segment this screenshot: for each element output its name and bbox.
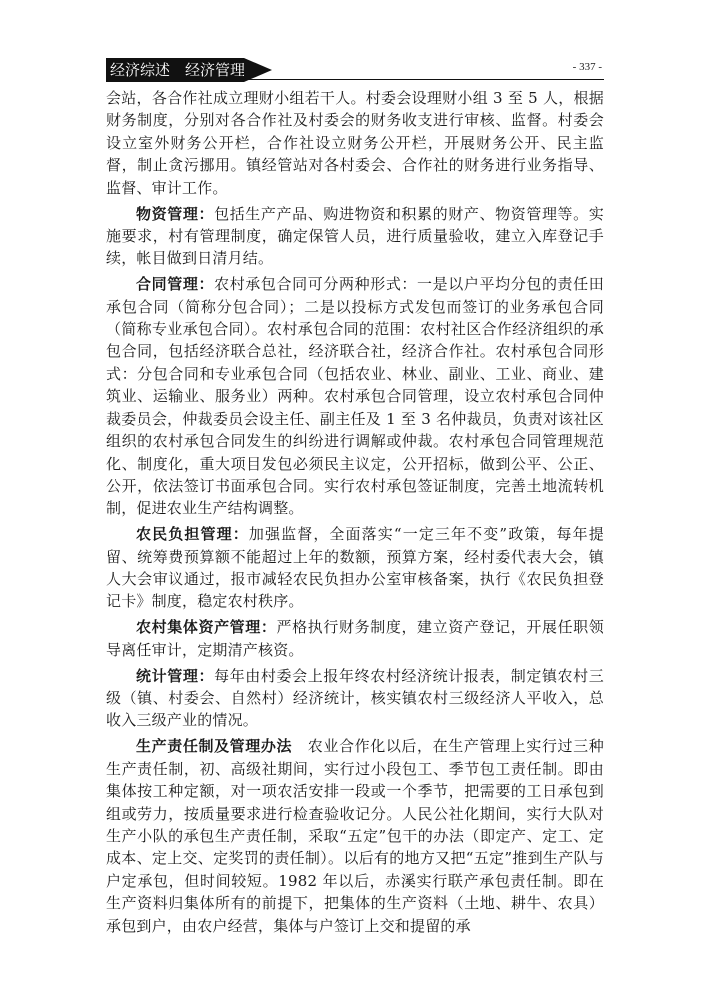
paragraph-text: 严格执行财务制度，建立资产登记，开展任职领导离任审计，定期清产核资。 xyxy=(106,618,604,659)
section-title: 经济综述 经济管理 xyxy=(110,61,246,79)
paragraph-heading: 农村集体资产管理： xyxy=(136,618,277,637)
paragraph-statistics xyxy=(106,665,604,732)
body-text xyxy=(106,87,604,941)
page-number: - 337 - xyxy=(572,61,602,73)
paragraph-text: 包括生产产品、购进物资和积累的财产、物资管理等。实施要求，村有管理制度，确定保管人员，进行质量验收，建立入库登记手续，帐目做到日清月结。 xyxy=(106,204,604,268)
paragraph-materials xyxy=(106,203,604,270)
paragraph-text: 农业合作化以后，在生产管理上实行过三种生产责任制，初、高级社期间，实行过小段包工、季节包工责任制。即由集体按工种定额，对一项农活安排一段或一个季节，把需要的工日承包到组或劳力，按质量要求进行检查验收记分。人民公社化期间，实行大队对生产小队的承包生产责任制，采取“五定”包干的办法（即定产、定工、定成本、定上交、定奖罚的责任制）。以后有的地方又把“五定”推到生产队与户定承包，但时间较短。1982 年以后，赤溪实行联产承包责任制。即在生产资料归集体所有的前提下，把集体的生产资料（土地、耕牛、农具）承包到户，由农户经营，集体与户签订上交和提留的承 xyxy=(106,737,604,935)
paragraph-contracts xyxy=(106,273,604,519)
paragraph-collective-assets xyxy=(106,616,604,661)
running-header xyxy=(106,58,604,82)
paragraph-heading: 生产责任制及管理办法 xyxy=(136,737,293,756)
paragraph-continued xyxy=(106,87,604,199)
section-tab xyxy=(106,58,244,82)
paragraph-heading: 合同管理： xyxy=(136,275,215,294)
paragraph-text: 每年由村委会上报年终农村经济统计报表，制定镇农村三级（镇、村委会、自然村）经济统计，核实镇农村三级经济人平收入，总收入三级产业的情况。 xyxy=(106,666,604,730)
header-rule xyxy=(244,79,604,80)
paragraph-heading: 农民负担管理： xyxy=(136,525,249,544)
paragraph-responsibility-system xyxy=(106,735,604,937)
paragraph-text: 农村承包合同可分两种形式：一是以户平均分包的责任田承包合同（简称分包合同）；二是以投标方式发包而签订的业务承包合同（简称专业承包合同）。农村承包合同的范围：农村社区合作经济组织的承包合同，包括经济联合总社，经济联合社，经济合作社。农村承包合同形式：分包合同和专业承包合同（包括农业、林业、副业、工业、商业、建筑业、运输业、服务业）两种。农村承包合同管理，设立农村承包合同仲裁委员会，仲裁委员会设主任、副主任及 1 至 3 名仲裁员，负责对该社区组织的农村承包合同发生的纠纷进行调解或仲裁。农村承包合同管理规范化、制度化，重大项目发包必须民主议定，公开招标，做到公平、公正、公开，依法签订书面承包合同。实行农村承包签证制度，完善土地流转机制，促进农业生产结构调整。 xyxy=(106,275,604,518)
paragraph-text: 加强监督，全面落实“一定三年不变”政策，每年提留、统筹费预算额不能超过上年的数额，预算方案，经村委代表大会，镇人大会审议通过，报市减轻农民负担办公室审核备案，执行《农民负担登记卡》制度，稳定农村秩序。 xyxy=(106,525,604,611)
paragraph-heading: 物资管理： xyxy=(136,204,215,223)
paragraph-text: 会站，各合作社成立理财小组若干人。村委会设理财小组 3 至 5 人，根据财务制度，分别对各合作社及村委会的财务收支进行审核、监督。村委会设立室外财务公开栏，合作社设立财务公开栏，开展财务公开、民主监督，制止贪污挪用。镇经管站对各村委会、合作社的财务进行业务指导、监督、审计工作。 xyxy=(106,89,604,197)
paragraph-heading: 统计管理： xyxy=(136,666,215,685)
paragraph-farmer-burden xyxy=(106,523,604,613)
